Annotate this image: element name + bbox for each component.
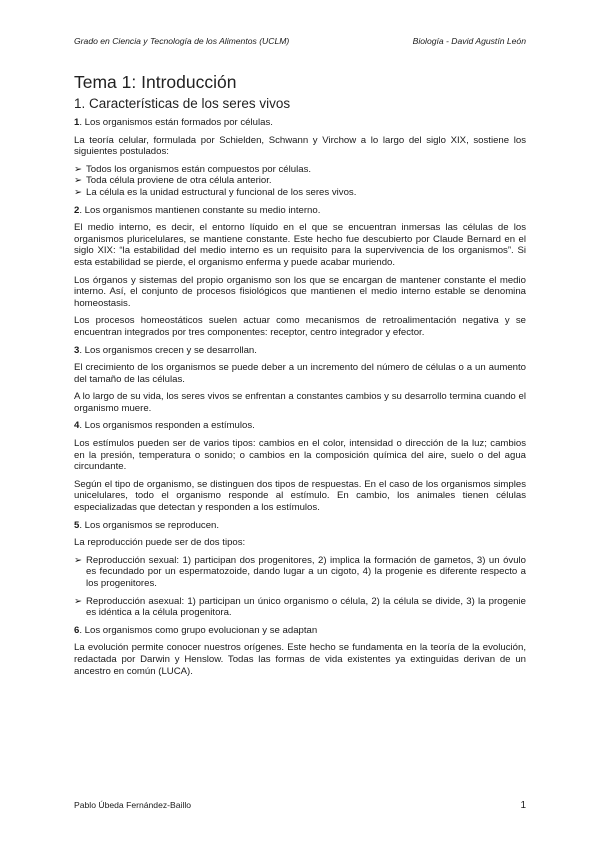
- list-item: ➢ Reproducción asexual: 1) participan un único organismo o célula, 2) la célula se divide, 3) la progenie es idéntica a la célula progenitora.: [74, 595, 526, 619]
- paragraph: El medio interno, es decir, el entorno líquido en el que se encuentran inmersas las células de los organismos pluricelulares, se mantiene constante. Este hecho fue descubierto por Claude Bernard en el siglo XIX: “la estabilidad del medio interno es un requisito para la supervivencia de los organismos”. Si esta estabilidad se pierde, el organismo enferma y puede acabar muriendo.: [74, 222, 526, 268]
- point-5: [74, 520, 526, 532]
- page-footer: [74, 800, 526, 811]
- point-text: . Los organismos responden a estímulos.: [79, 420, 255, 432]
- header-subject: Biología - David Agustín León: [412, 36, 526, 46]
- point-number: 3: [74, 344, 80, 356]
- point-text: . Los organismos como grupo evolucionan y se adaptan: [79, 624, 318, 636]
- point-number: 5: [74, 519, 80, 531]
- paragraph: Según el tipo de organismo, se distinguen dos tipos de respuestas. En el caso de los organismos simples unicelulares, todo el organismo responde al estímulo. En cambio, los animales tienen células especializadas que detectan y responden a los estímulos.: [74, 478, 526, 514]
- point-3: [74, 345, 526, 357]
- arrow-bullet-icon: ➢: [74, 554, 83, 566]
- paragraph: La evolución permite conocer nuestros orígenes. Este hecho se fundamenta en la teoría de la evolución, redactada por Darwin y Henslow. Todas las formas de vida existentes ya extinguidas derivan de un ancestro en común (LUCA).: [74, 642, 526, 677]
- point-text: . Los organismos están formados por células.: [79, 117, 273, 128]
- paragraph: La teoría celular, formulada por Schielden, Schwann y Virchow a lo largo del siglo XIX, sostiene los siguientes postulados:: [74, 134, 526, 158]
- list-item: ➢ La célula es la unidad estructural y funcional de los seres vivos.: [74, 186, 357, 198]
- point-4: [74, 420, 526, 432]
- section-title: 1. Características de los seres vivos: [74, 96, 291, 111]
- arrow-bullet-icon: ➢: [74, 595, 83, 607]
- page-content: [74, 72, 526, 683]
- point-text: . Los organismos mantienen constante su medio interno.: [79, 204, 321, 216]
- paragraph: El crecimiento de los organismos se puede deber a un incremento del número de células o a un aumento del tamaño de las células.: [74, 362, 526, 385]
- paragraph: La reproducción puede ser de dos tipos:: [74, 537, 246, 549]
- point-number: 6: [74, 624, 80, 636]
- paragraph: Los órganos y sistemas del propio organismo son los que se encargan de mantener constante el medio interno. Así, el conjunto de procesos fisiológicos que mantienen el medio interno estable se denomina homeostasis.: [74, 274, 526, 309]
- list-item: ➢ Toda célula proviene de otra célula anterior.: [74, 175, 272, 187]
- page-number: 1: [520, 800, 526, 811]
- arrow-bullet-icon: ➢: [74, 163, 83, 175]
- list-item: ➢ Todos los organismos están compuestos por células.: [74, 163, 312, 175]
- point-6: [74, 625, 526, 637]
- arrow-bullet-icon: ➢: [74, 186, 83, 198]
- point-number: 4: [74, 420, 80, 432]
- list-item: ➢ Reproducción sexual: 1) participan dos progenitores, 2) implica la formación de gametos, 3) un óvulo es fecundado por un espermatozoide, dando lugar a un cigoto, 4) la progenie es diferente respecto a los progenitores.: [74, 554, 526, 589]
- header-course: Grado en Ciencia y Tecnología de los Alimentos (UCLM): [74, 36, 290, 46]
- paragraph: A lo largo de su vida, los seres vivos se enfrentan a constantes cambios y su desarrollo termina cuando el organismo muere.: [74, 391, 526, 414]
- reproduction-list: [74, 555, 526, 619]
- point-2: [74, 205, 526, 217]
- point-number: 1: [74, 117, 80, 128]
- footer-author: Pablo Úbeda Fernández-Baillo: [74, 800, 192, 810]
- paragraph: Los estímulos pueden ser de varios tipos: cambios en el color, intensidad o dirección de la luz; cambios en la presión, temperatura o sonido; o cambios en la composición química del aire, suelo o del agua circundante.: [74, 438, 526, 473]
- point-1: [74, 117, 526, 129]
- paragraph: Los procesos homeostáticos suelen actuar como mecanismos de retroalimentación negativa y se encuentran integrados por tres componentes: receptor, centro integrador y efector.: [74, 315, 526, 338]
- point-text: . Los organismos crecen y se desarrollan.: [79, 344, 257, 356]
- page-header: [74, 36, 526, 46]
- point-text: . Los organismos se reproducen.: [79, 519, 220, 531]
- page-title: Tema 1: Introducción: [74, 72, 237, 92]
- point-number: 2: [74, 204, 80, 216]
- postulates-list: [74, 164, 526, 199]
- arrow-bullet-icon: ➢: [74, 175, 83, 187]
